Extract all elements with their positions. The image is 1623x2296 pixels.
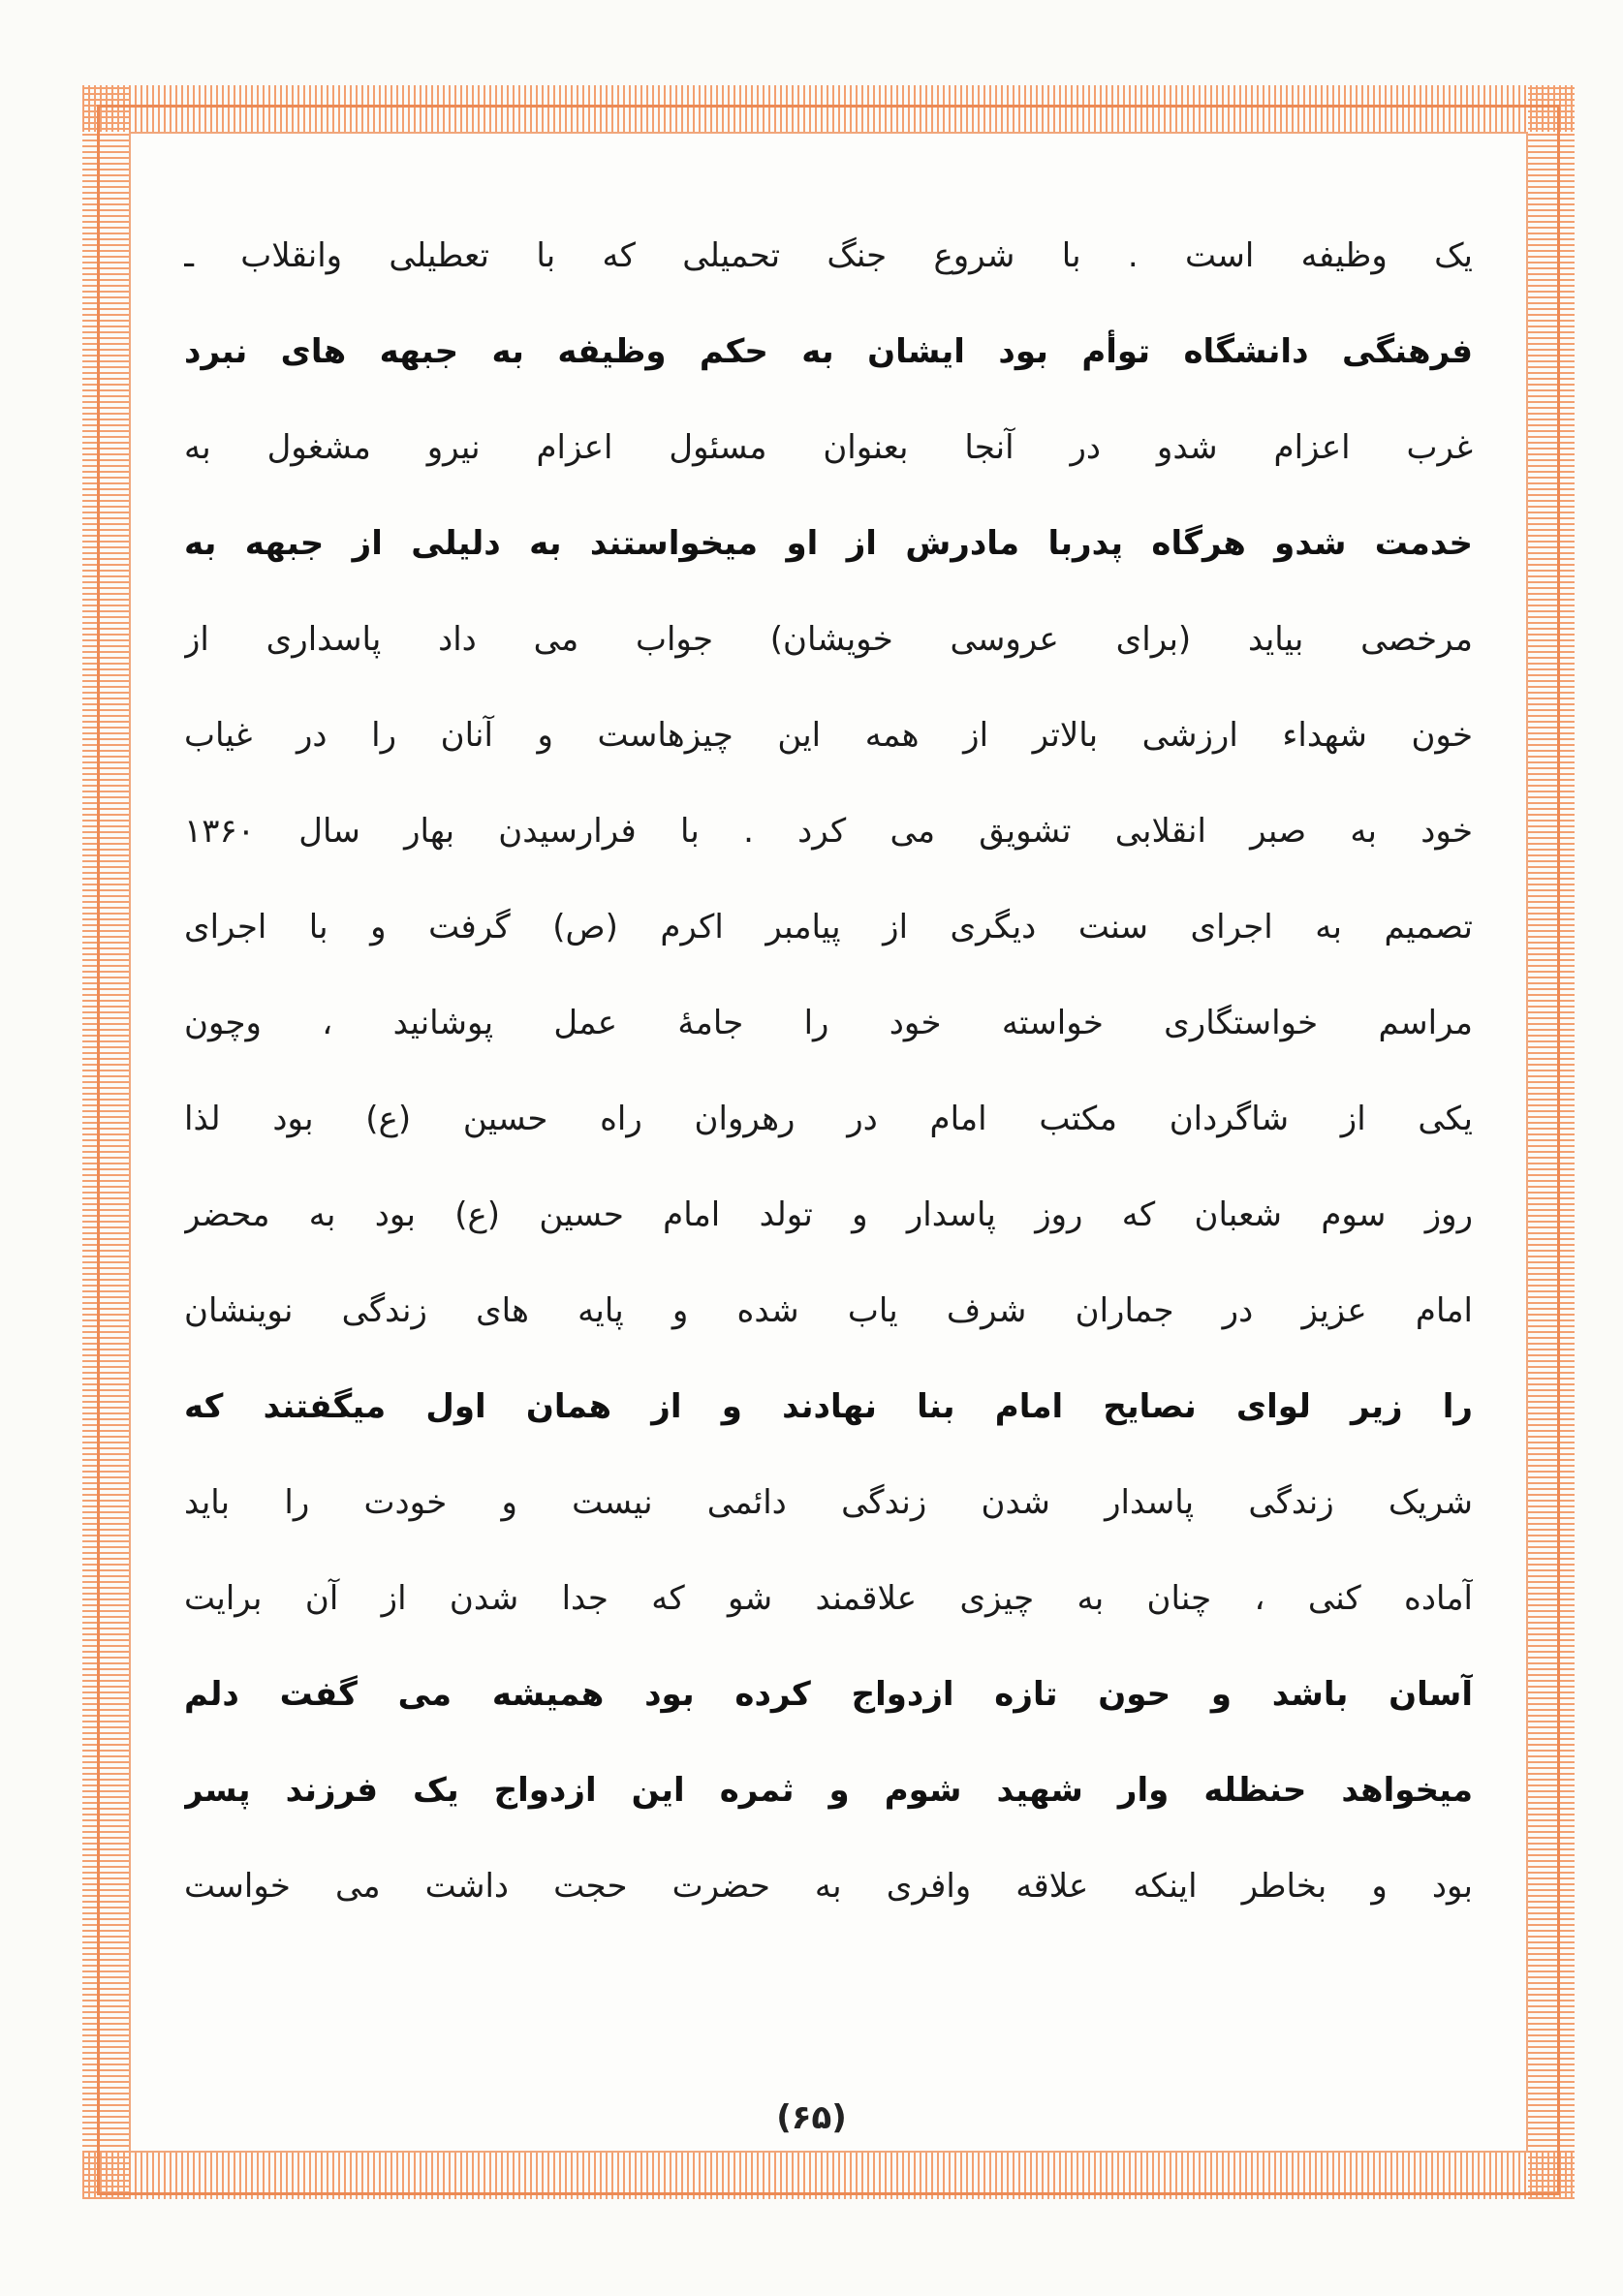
text-line: روز سوم شعبان که روز پاسدار و تولد امام حسین (ع) بود به محضر [184, 1195, 1473, 1234]
text-line: مرخصی بیاید (برای عروسی خویشان) جواب می داد پاسداری از [184, 620, 1473, 659]
text-line: یک وظیفه است . با شروع جنگ تحمیلی که با تعطیلی وانقلاب ـ [184, 236, 1473, 275]
text-line: غرب اعزام شدو در آنجا بعنوان مسئول اعزام نیرو مشغول به [184, 428, 1473, 467]
text-line: آماده کنی ، چنان به چیزی علاقمند شو که جدا شدن از آن برایت [184, 1579, 1473, 1618]
text-line: خون شهداء ارزشی بالاتر از همه این چیزهاست و آنان را در غیاب [184, 716, 1473, 755]
text-line: فرهنگی دانشگاه توأم بود ایشان به حکم وظیفه به جبهه های نبرد [184, 332, 1473, 371]
text-line: امام عزیز در جماران شرف یاب شده و پایه های زندگی نوینشان [184, 1291, 1473, 1330]
text-line: را زیر لوای نصایح امام بنا نهادند و از همان اول میگفتند که [184, 1387, 1473, 1426]
body-text [184, 208, 1473, 1935]
text-line: خدمت شدو هرگاه پدربا مادرش از او میخواستند به دلیلی از جبهه به [184, 524, 1473, 563]
text-line: خود به صبر انقلابی تشویق می کرد . با فرارسیدن بهار سال ۱۳۶۰ [184, 812, 1473, 851]
text-line: میخواهد حنظله وار شهید شوم و ثمره این ازدواج یک فرزند پسر [184, 1771, 1473, 1810]
text-line: مراسم خواستگاری خواسته خود را جامهٔ عمل پوشانید ، وچون [184, 1004, 1473, 1042]
page-number: (۶۵) [776, 2098, 847, 2137]
text-line: آسان باشد و حون تازه ازدواج کرده بود همیشه می گفت دلم [184, 1675, 1473, 1714]
text-line: شریک زندگی پاسدار شدن زندگی دائمی نیست و خودت را باید [184, 1483, 1473, 1522]
text-line: تصمیم به اجرای سنت دیگری از پیامبر اکرم (ص) گرفت و با اجرای [184, 908, 1473, 946]
text-line: یکی از شاگردان مکتب امام در رهروان راه حسین (ع) بود لذا [184, 1100, 1473, 1138]
text-line: بود و بخاطر اینکه علاقه وافری به حضرت حجت داشت می خواست [184, 1867, 1473, 1906]
